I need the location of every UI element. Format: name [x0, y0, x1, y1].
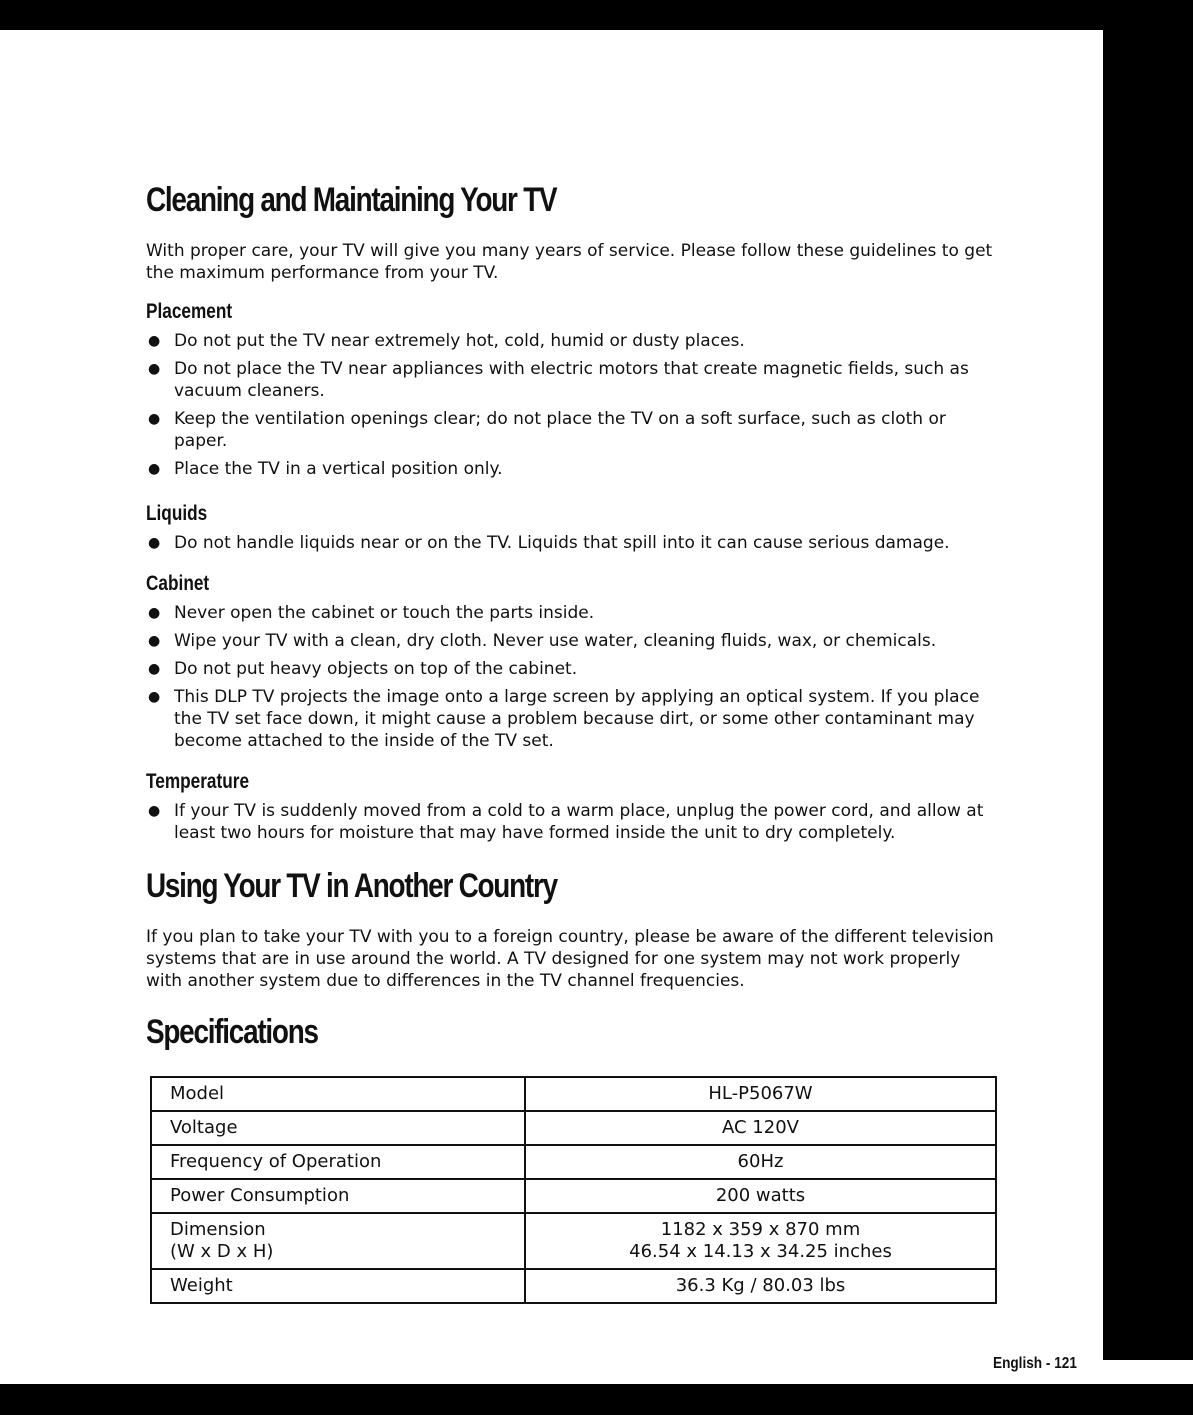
specs-title: Specifications — [146, 1013, 318, 1051]
spec-value: 36.3 Kg / 80.03 lbs — [525, 1269, 996, 1303]
cleaning-title: Cleaning and Maintaining Your TV — [146, 181, 557, 219]
table-row — [151, 1077, 996, 1111]
table-row — [151, 1179, 996, 1213]
spec-value — [525, 1213, 996, 1269]
temperature-heading: Temperature — [146, 770, 250, 793]
list-item: ● Do not place the TV near appliances with electric motors that create magnetic fields, such as vacuum cleaners. — [148, 359, 969, 401]
right-border — [1103, 0, 1193, 1360]
spec-value: 200 watts — [525, 1179, 996, 1213]
spec-value: 60Hz — [525, 1145, 996, 1179]
list-item: ● Wipe your TV with a clean, dry cloth. Never use water, cleaning fluids, wax, or chemicals. — [148, 631, 937, 651]
liquids-heading: Liquids — [146, 502, 208, 525]
spec-label-line2: (W x D x H) — [170, 1241, 274, 1262]
placement-heading: Placement — [146, 300, 233, 323]
liquids-list — [146, 532, 996, 554]
list-item: ● If your TV is suddenly moved from a cold to a warm place, unplug the power cord, and allow at least two hours for moisture that may have formed inside the unit to dry completely. — [148, 801, 984, 843]
table-row — [151, 1145, 996, 1179]
spec-value-line1: 1182 x 359 x 870 mm — [660, 1219, 861, 1240]
table-row — [151, 1269, 996, 1303]
list-item: ● Do not handle liquids near or on the TV. Liquids that spill into it can cause serious damage. — [148, 533, 950, 553]
temperature-list — [146, 800, 996, 844]
list-item: ● Keep the ventilation openings clear; do not place the TV on a soft surface, such as cloth or paper. — [148, 409, 946, 451]
placement-list — [146, 330, 996, 480]
top-border — [0, 0, 1193, 30]
spec-label: Weight — [151, 1269, 525, 1303]
spec-label — [151, 1213, 525, 1269]
page-content — [146, 170, 996, 1304]
spec-label: Power Consumption — [151, 1179, 525, 1213]
bullet-icon: ● — [148, 333, 161, 349]
spec-value: AC 120V — [525, 1111, 996, 1145]
spec-label: Model — [151, 1077, 525, 1111]
spec-label: Voltage — [151, 1111, 525, 1145]
page-number: English - 121 — [993, 1355, 1077, 1372]
list-item: ● Place the TV in a vertical position only. — [148, 459, 503, 479]
list-item: ● Never open the cabinet or touch the parts inside. — [148, 603, 595, 623]
cleaning-intro: With proper care, your TV will give you many years of service. Please follow these guidelines to get the maximum performance from your TV. — [146, 241, 993, 283]
bullet-icon: ● — [148, 535, 161, 551]
country-text: If you plan to take your TV with you to a foreign country, please be aware of the different television systems that are in use around the world. A TV designed for one system may not work properly with another system due to differences in the TV channel frequencies. — [146, 927, 994, 991]
bullet-icon: ● — [148, 661, 161, 677]
table-row — [151, 1111, 996, 1145]
bullet-icon: ● — [148, 803, 161, 819]
bullet-icon: ● — [148, 689, 161, 705]
cabinet-heading: Cabinet — [146, 572, 210, 595]
spec-table — [150, 1076, 997, 1304]
bullet-icon: ● — [148, 361, 161, 377]
spec-label-line1: Dimension — [170, 1219, 266, 1240]
list-item: ● Do not put the TV near extremely hot, cold, humid or dusty places. — [148, 331, 745, 351]
table-row — [151, 1213, 996, 1269]
spec-label: Frequency of Operation — [151, 1145, 525, 1179]
bullet-icon: ● — [148, 411, 161, 427]
bullet-icon: ● — [148, 461, 161, 477]
list-item: ● Do not put heavy objects on top of the cabinet. — [148, 659, 578, 679]
country-title: Using Your TV in Another Country — [146, 867, 557, 905]
spec-value: HL-P5067W — [525, 1077, 996, 1111]
cabinet-list — [146, 602, 996, 752]
bullet-icon: ● — [148, 633, 161, 649]
bullet-icon: ● — [148, 605, 161, 621]
bottom-border — [0, 1384, 1193, 1415]
list-item: ● This DLP TV projects the image onto a large screen by applying an optical system. If you place the TV set face down, it might cause a problem because dirt, or some other contaminant may become attached to the inside of the TV set. — [148, 687, 980, 751]
spec-value-line2: 46.54 x 14.13 x 34.25 inches — [629, 1241, 892, 1262]
